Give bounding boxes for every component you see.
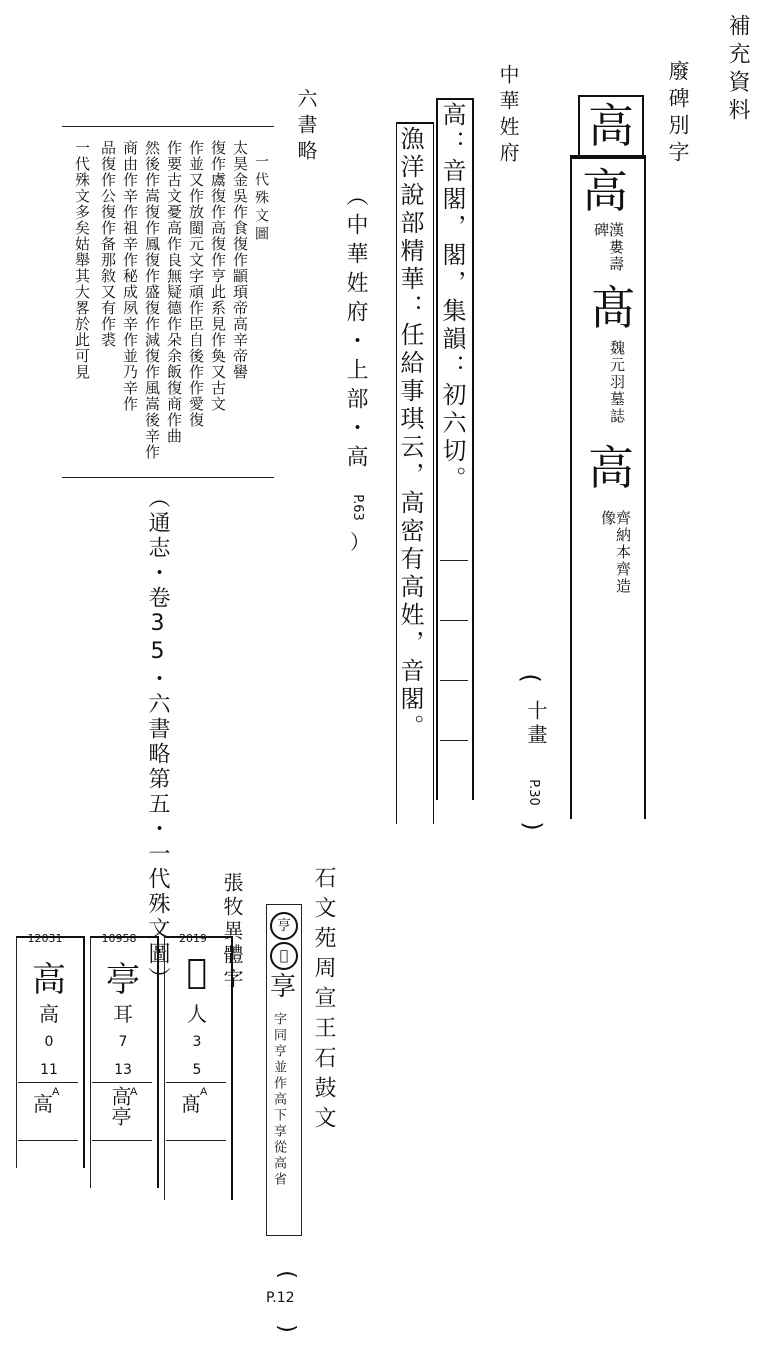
entry-form-2 (590, 281, 636, 335)
zhonghua-page: P.63 (349, 494, 365, 521)
card-radical: 耳 (113, 1002, 133, 1026)
card-rule (18, 1082, 78, 1083)
liushu-col-5: 然後作嵩復作鳳復作盛復作減復作風嵩後辛作 (143, 140, 161, 460)
entry-form-3 (588, 441, 634, 495)
zhonghua-line2: 漁洋說部精華：任給事琪云，高密有高姓，音閣。 (396, 126, 424, 742)
form-char: 高 (588, 441, 634, 495)
shiguwen-title: 石文苑周宣王石鼓文 (311, 866, 336, 1136)
liushu-book-title: 一代殊文圖 (253, 154, 269, 244)
shiguwen-notes: 字同亨並作高下享從高省 (271, 1012, 286, 1188)
card-radical: 人 (187, 1002, 207, 1026)
card-rule (92, 1082, 152, 1083)
supplement-heading: 補充資料 (725, 14, 750, 126)
main-entry-title-char: 高 (588, 99, 634, 153)
zhonghua-citation: （中華姓府・上部・高 (343, 184, 368, 474)
shiguwen-close: ) (273, 1324, 299, 1333)
card-sup: A (200, 1086, 208, 1098)
zhonghua-line1-blanks3 (440, 680, 468, 682)
card-rule (92, 1140, 152, 1141)
card-id: 10958 (101, 932, 137, 945)
liushu-citation: （通志・卷35・六書略第五・一代殊文圖） (145, 486, 170, 992)
shiguwen-open: ( (273, 1270, 299, 1279)
form-char: 髙 (590, 281, 636, 335)
card-variant: 髙 (181, 1092, 201, 1116)
zhonghua-line1-blanks4 (440, 740, 468, 742)
zhonghua-line1-blanks2 (440, 620, 468, 622)
seal-1-char: 亨 (277, 918, 291, 934)
card-head: 𠆭 (186, 952, 208, 992)
shiguwen-glyph: 享 (270, 972, 297, 1002)
ref-text: 十畫 (524, 700, 548, 748)
card-sup: A (52, 1086, 60, 1098)
card-stroke: 3 (192, 1034, 202, 1050)
ref-open: ( (516, 673, 545, 683)
zhang-title: 張牧異體字 (220, 872, 244, 992)
card-total: 11 (40, 1062, 58, 1078)
shiguwen-page: P.12 (266, 1290, 295, 1306)
form-source-1: 漢婁壽碑 (592, 222, 625, 273)
card-id: 2019 (179, 932, 207, 945)
zhonghua-line1-blanks (440, 560, 468, 562)
zhonghua-line1: 高：音閣，閣，集韻：初六切。 (438, 102, 466, 494)
zhonghua-close: ） (350, 530, 370, 554)
card-rule (166, 1082, 226, 1083)
card-variant: 高亭 (108, 1086, 132, 1126)
shiguwen-seal-2 (270, 942, 298, 970)
liushu-col-4: 作要古文憂高作良無疑德作朵余飯復商作曲 (165, 140, 183, 444)
form-char: 高 (582, 164, 628, 218)
liushu-col-8: 一代殊文多矣姑舉其大畧於此可見 (73, 140, 91, 380)
form-source-3: 齊納本齊造像 (599, 510, 632, 595)
liushu-col-3: 作並又作放閩元文字頑作臣自後作作愛復 (187, 140, 205, 428)
stele-variants-heading: 廢碑別字 (666, 60, 690, 168)
entry-form-1 (582, 164, 628, 218)
card-head: 亭 (106, 960, 140, 1000)
seal-2-char: 𠅏 (279, 948, 289, 964)
liushu-heading: 六書略 (294, 88, 318, 166)
liushu-col-7: 品復作公復作备那敘又有作裘 (99, 140, 117, 348)
zhonghua-heading: 中華姓府 (496, 64, 520, 168)
card-stroke: 0 (44, 1034, 54, 1050)
card-total: 13 (114, 1062, 132, 1078)
ref-close: ) (518, 821, 547, 831)
main-entry-title-box (578, 95, 644, 157)
form-source-2: 魏元羽墓誌 (608, 340, 626, 425)
card-radical: 高 (39, 1002, 59, 1026)
liushu-col-6: 商由作辛作祖辛作秘成夙辛作並乃辛作 (121, 140, 139, 412)
liushu-col-1: 太昊金吳作食復作顓頊帝高辛帝嚳 (231, 140, 249, 380)
card-variant: 高 (33, 1092, 53, 1116)
card-head: 高 (32, 960, 66, 1000)
ref-page: P.30 (525, 779, 541, 806)
card-stroke: 7 (118, 1034, 128, 1050)
shiguwen-seal-1 (270, 912, 298, 940)
card-sup: A (130, 1086, 138, 1098)
card-rule (18, 1140, 78, 1141)
card-rule (166, 1140, 226, 1141)
liushu-col-2: 復作鬳復作高復作亨此系見作奐又古文 (209, 140, 227, 412)
card-id: 12031 (27, 932, 63, 945)
card-total: 5 (192, 1062, 202, 1078)
